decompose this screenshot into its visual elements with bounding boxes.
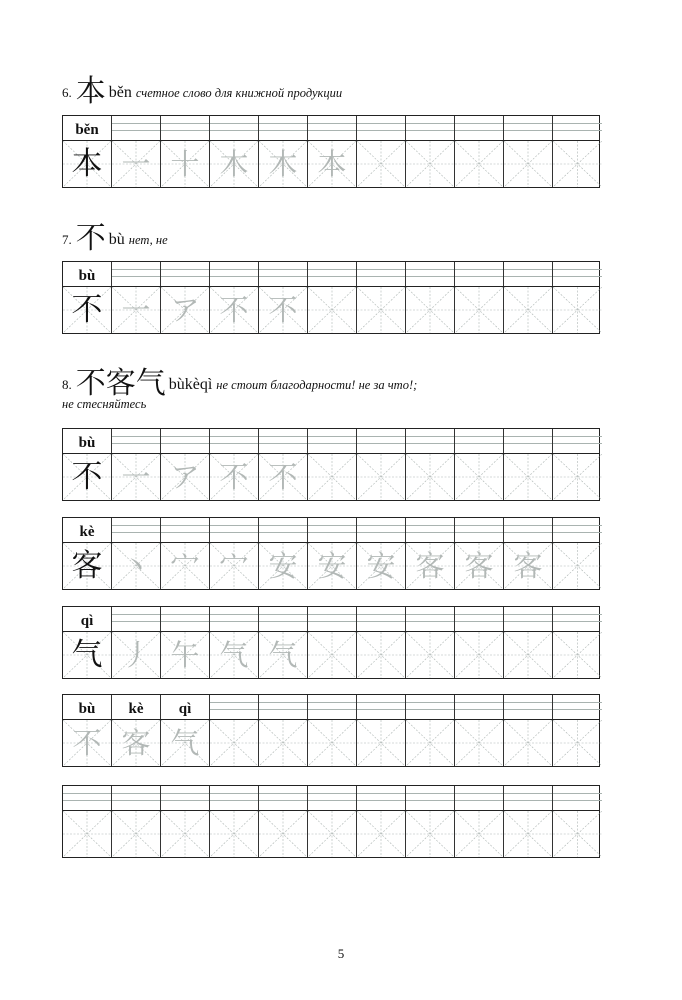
pinyin-label: bù	[63, 269, 111, 284]
writing-cell[interactable]	[455, 632, 504, 678]
trace-character: 十	[170, 146, 200, 181]
pinyin-row	[63, 262, 599, 287]
writing-cell[interactable]	[406, 811, 455, 857]
pinyin-cell[interactable]	[406, 518, 455, 542]
writing-cell[interactable]	[308, 287, 357, 333]
lesson-number: 8.	[62, 377, 72, 392]
writing-cell[interactable]	[259, 720, 308, 766]
writing-cell[interactable]	[553, 720, 602, 766]
writing-cell[interactable]	[63, 141, 112, 187]
guide-lines	[504, 287, 552, 333]
pinyin-cell[interactable]	[504, 695, 553, 719]
pinyin-row	[63, 116, 599, 141]
writing-cell[interactable]	[504, 632, 553, 678]
pinyin-cell[interactable]	[112, 262, 161, 286]
guide-lines	[259, 720, 307, 766]
pinyin-cell[interactable]	[210, 262, 259, 286]
pinyin-label: qì	[161, 702, 209, 717]
writing-cell[interactable]	[357, 454, 406, 500]
character-row	[63, 632, 599, 678]
writing-cell[interactable]	[553, 543, 602, 589]
writing-cell[interactable]	[161, 454, 210, 500]
writing-cell[interactable]	[63, 287, 112, 333]
writing-cell[interactable]	[504, 543, 553, 589]
pinyin-cell[interactable]	[308, 429, 357, 453]
lesson-translation: не стоит благодарности! не за что!;	[216, 378, 418, 392]
guide-lines	[357, 287, 405, 333]
pinyin-cell[interactable]	[553, 429, 602, 453]
pinyin-cell[interactable]	[63, 695, 112, 719]
lesson-7-header	[62, 213, 168, 257]
writing-cell[interactable]	[357, 287, 406, 333]
pinyin-cell[interactable]	[112, 607, 161, 631]
writing-cell[interactable]	[63, 543, 112, 589]
guide-lines	[308, 454, 356, 500]
guide-lines	[455, 454, 503, 500]
writing-cell[interactable]	[406, 141, 455, 187]
pinyin-row	[63, 518, 599, 543]
character-row	[63, 287, 599, 333]
pinyin-row	[63, 786, 599, 811]
writing-cell[interactable]	[504, 454, 553, 500]
model-character: 气	[71, 636, 103, 673]
page-number: 5	[337, 946, 345, 961]
writing-cell[interactable]	[210, 454, 259, 500]
writing-cell[interactable]	[63, 720, 112, 766]
pinyin-cell[interactable]	[504, 429, 553, 453]
writing-cell[interactable]	[161, 287, 210, 333]
writing-cell[interactable]	[308, 720, 357, 766]
trace-character: 不	[72, 725, 102, 760]
practice-grid	[62, 115, 600, 188]
pinyin-cell[interactable]	[504, 116, 553, 140]
guide-lines	[112, 811, 160, 857]
pinyin-cell[interactable]	[455, 262, 504, 286]
practice-grid	[62, 694, 600, 767]
writing-cell[interactable]	[112, 543, 161, 589]
model-character: 本	[71, 145, 103, 182]
lesson-hanzi: 本	[75, 74, 106, 109]
writing-cell[interactable]	[406, 287, 455, 333]
writing-cell[interactable]	[455, 454, 504, 500]
guide-lines	[308, 632, 356, 678]
pinyin-cell[interactable]	[210, 116, 259, 140]
lesson-hanzi: 不	[75, 221, 106, 256]
guide-lines	[161, 811, 209, 857]
pinyin-cell[interactable]	[553, 607, 602, 631]
trace-character: 宀	[170, 548, 200, 583]
trace-character: 安	[268, 548, 298, 583]
pinyin-row	[63, 429, 599, 454]
pinyin-cell[interactable]	[455, 786, 504, 810]
trace-character: 一	[121, 292, 151, 327]
pinyin-cell[interactable]	[553, 518, 602, 542]
guide-lines	[357, 811, 405, 857]
trace-character: 丶	[121, 548, 151, 583]
pinyin-cell[interactable]	[112, 786, 161, 810]
pinyin-cell[interactable]	[210, 695, 259, 719]
pinyin-cell[interactable]	[210, 607, 259, 631]
pinyin-label: běn	[63, 123, 111, 138]
pinyin-cell[interactable]	[553, 786, 602, 810]
pinyin-cell[interactable]	[308, 262, 357, 286]
pinyin-label: kè	[112, 702, 160, 717]
guide-lines	[455, 811, 503, 857]
lesson-translation: счетное слово для книжной продукции	[135, 86, 343, 100]
trace-character: 安	[317, 548, 347, 583]
pinyin-cell[interactable]	[553, 262, 602, 286]
trace-character: 一	[121, 459, 151, 494]
pinyin-cell[interactable]	[259, 607, 308, 631]
writing-cell[interactable]	[406, 543, 455, 589]
guide-lines	[553, 543, 602, 589]
pinyin-cell[interactable]	[210, 429, 259, 453]
pinyin-cell[interactable]	[357, 429, 406, 453]
writing-cell[interactable]	[210, 632, 259, 678]
writing-cell[interactable]	[504, 720, 553, 766]
lesson-pinyin: bùkèqì	[168, 376, 213, 393]
character-row	[63, 141, 599, 187]
pinyin-cell[interactable]	[455, 695, 504, 719]
writing-cell[interactable]	[504, 811, 553, 857]
guide-lines	[357, 454, 405, 500]
pinyin-row	[63, 607, 599, 632]
pinyin-cell[interactable]	[504, 786, 553, 810]
writing-cell[interactable]	[112, 632, 161, 678]
guide-lines	[406, 287, 454, 333]
writing-cell[interactable]	[161, 811, 210, 857]
trace-character: 不	[268, 292, 298, 327]
trace-character: 客	[513, 548, 543, 583]
pinyin-cell[interactable]	[406, 116, 455, 140]
writing-cell[interactable]	[504, 287, 553, 333]
guide-lines	[210, 720, 258, 766]
guide-lines	[210, 811, 258, 857]
pinyin-cell[interactable]	[357, 786, 406, 810]
guide-lines	[504, 454, 552, 500]
writing-cell[interactable]	[112, 454, 161, 500]
pinyin-cell[interactable]	[357, 607, 406, 631]
pinyin-label: bù	[63, 702, 111, 717]
pinyin-cell[interactable]	[63, 786, 112, 810]
writing-cell[interactable]	[357, 720, 406, 766]
lesson-translation-continued: не стесняйтесь	[62, 397, 147, 411]
writing-cell[interactable]	[259, 543, 308, 589]
writing-cell[interactable]	[112, 287, 161, 333]
pinyin-cell[interactable]	[504, 518, 553, 542]
pinyin-cell[interactable]	[357, 116, 406, 140]
pinyin-cell[interactable]	[308, 607, 357, 631]
writing-cell[interactable]	[63, 632, 112, 678]
pinyin-cell[interactable]	[161, 518, 210, 542]
pinyin-cell[interactable]	[63, 518, 112, 542]
pinyin-cell[interactable]	[406, 695, 455, 719]
pinyin-cell[interactable]	[161, 429, 210, 453]
writing-cell[interactable]	[210, 720, 259, 766]
writing-cell[interactable]	[357, 543, 406, 589]
trace-character: 木	[219, 146, 249, 181]
writing-cell[interactable]	[259, 811, 308, 857]
pinyin-label: qì	[63, 614, 111, 629]
model-character: 不	[71, 291, 103, 328]
trace-character: 安	[366, 548, 396, 583]
pinyin-cell[interactable]	[553, 695, 602, 719]
guide-lines	[553, 720, 602, 766]
writing-cell[interactable]	[308, 454, 357, 500]
writing-cell[interactable]	[161, 543, 210, 589]
pinyin-cell[interactable]	[259, 116, 308, 140]
pinyin-label: bù	[63, 436, 111, 451]
writing-cell[interactable]	[112, 720, 161, 766]
trace-character: 气	[170, 725, 200, 760]
pinyin-cell[interactable]	[63, 116, 112, 140]
lesson-pinyin: bù	[108, 231, 125, 248]
pinyin-cell[interactable]	[259, 695, 308, 719]
pinyin-cell[interactable]	[112, 695, 161, 719]
guide-lines	[406, 141, 454, 187]
writing-cell[interactable]	[553, 141, 602, 187]
writing-cell[interactable]	[553, 454, 602, 500]
trace-character: 不	[268, 459, 298, 494]
guide-lines	[308, 811, 356, 857]
pinyin-cell[interactable]	[63, 429, 112, 453]
pinyin-cell[interactable]	[161, 695, 210, 719]
pinyin-cell[interactable]	[455, 116, 504, 140]
guide-lines	[504, 632, 552, 678]
pinyin-cell[interactable]	[161, 786, 210, 810]
lesson-8-header	[62, 358, 417, 402]
writing-cell[interactable]	[357, 811, 406, 857]
writing-cell[interactable]	[455, 811, 504, 857]
guide-lines	[455, 141, 503, 187]
trace-character: ア	[170, 292, 200, 327]
writing-cell[interactable]	[259, 454, 308, 500]
practice-grid	[62, 606, 600, 679]
guide-lines	[406, 720, 454, 766]
writing-cell[interactable]	[406, 720, 455, 766]
writing-cell[interactable]	[161, 141, 210, 187]
guide-lines	[553, 811, 602, 857]
pinyin-cell[interactable]	[406, 429, 455, 453]
trace-character: 一	[121, 146, 151, 181]
pinyin-cell[interactable]	[210, 518, 259, 542]
trace-character: 不	[219, 459, 249, 494]
character-row	[63, 720, 599, 766]
character-row	[63, 543, 599, 589]
practice-grid	[62, 261, 600, 334]
writing-cell[interactable]	[455, 287, 504, 333]
guide-lines	[553, 287, 602, 333]
trace-character: 本	[317, 146, 347, 181]
pinyin-cell[interactable]	[455, 607, 504, 631]
trace-character: 客	[415, 548, 445, 583]
pinyin-cell[interactable]	[161, 262, 210, 286]
writing-cell[interactable]	[308, 141, 357, 187]
guide-lines	[259, 811, 307, 857]
pinyin-label: kè	[63, 525, 111, 540]
writing-cell[interactable]	[259, 287, 308, 333]
guide-lines	[357, 632, 405, 678]
pinyin-cell[interactable]	[308, 116, 357, 140]
pinyin-cell[interactable]	[308, 695, 357, 719]
model-character: 客	[71, 547, 103, 584]
pinyin-cell[interactable]	[406, 607, 455, 631]
trace-character: 不	[219, 292, 249, 327]
guide-lines	[308, 287, 356, 333]
guide-lines	[406, 811, 454, 857]
guide-lines	[504, 720, 552, 766]
trace-character: 丿	[121, 637, 151, 672]
writing-cell[interactable]	[455, 141, 504, 187]
guide-lines	[504, 811, 552, 857]
writing-cell[interactable]	[63, 811, 112, 857]
writing-cell[interactable]	[406, 454, 455, 500]
guide-lines	[553, 141, 602, 187]
lesson-number: 6.	[62, 85, 72, 100]
lesson-number: 7.	[62, 232, 72, 247]
writing-cell[interactable]	[259, 632, 308, 678]
pinyin-cell[interactable]	[259, 262, 308, 286]
writing-cell[interactable]	[210, 543, 259, 589]
trace-character: 午	[170, 637, 200, 672]
guide-lines	[455, 720, 503, 766]
writing-cell[interactable]	[210, 287, 259, 333]
lesson-6-header	[62, 66, 342, 110]
writing-cell[interactable]	[553, 811, 602, 857]
lesson-translation: нет, не	[128, 233, 168, 247]
pinyin-cell[interactable]	[455, 518, 504, 542]
pinyin-cell[interactable]	[259, 429, 308, 453]
pinyin-cell[interactable]	[259, 518, 308, 542]
trace-character: 客	[464, 548, 494, 583]
writing-cell[interactable]	[210, 141, 259, 187]
guide-lines	[357, 141, 405, 187]
pinyin-cell[interactable]	[112, 429, 161, 453]
trace-character: ア	[170, 459, 200, 494]
trace-character: 气	[268, 637, 298, 672]
pinyin-cell[interactable]	[406, 786, 455, 810]
guide-lines	[504, 141, 552, 187]
pinyin-cell[interactable]	[357, 695, 406, 719]
lesson-pinyin: běn	[108, 84, 132, 101]
writing-cell[interactable]	[455, 543, 504, 589]
writing-cell[interactable]	[112, 811, 161, 857]
practice-grid	[62, 517, 600, 590]
pinyin-cell[interactable]	[63, 262, 112, 286]
pinyin-cell[interactable]	[112, 518, 161, 542]
guide-lines	[455, 632, 503, 678]
writing-cell[interactable]	[357, 141, 406, 187]
pinyin-row	[63, 695, 599, 720]
guide-lines	[553, 632, 602, 678]
writing-cell[interactable]	[553, 632, 602, 678]
pinyin-cell[interactable]	[553, 116, 602, 140]
practice-grid	[62, 785, 600, 858]
writing-cell[interactable]	[357, 632, 406, 678]
guide-lines	[455, 287, 503, 333]
writing-cell[interactable]	[553, 287, 602, 333]
trace-character: 宀	[219, 548, 249, 583]
guide-lines	[63, 811, 111, 857]
guide-lines	[406, 632, 454, 678]
guide-lines	[553, 454, 602, 500]
writing-cell[interactable]	[161, 632, 210, 678]
pinyin-cell[interactable]	[259, 786, 308, 810]
writing-cell[interactable]	[259, 141, 308, 187]
writing-cell[interactable]	[308, 632, 357, 678]
trace-character: 客	[121, 725, 151, 760]
character-row	[63, 454, 599, 500]
writing-cell[interactable]	[112, 141, 161, 187]
lesson-hanzi: 不客气	[75, 366, 166, 401]
writing-cell[interactable]	[63, 454, 112, 500]
pinyin-cell[interactable]	[504, 607, 553, 631]
pinyin-cell[interactable]	[406, 262, 455, 286]
guide-lines	[308, 720, 356, 766]
guide-lines	[357, 720, 405, 766]
practice-grid	[62, 428, 600, 501]
trace-character: 气	[219, 637, 249, 672]
character-row	[63, 811, 599, 857]
pinyin-cell[interactable]	[308, 786, 357, 810]
guide-lines	[406, 454, 454, 500]
pinyin-cell[interactable]	[455, 429, 504, 453]
writing-cell[interactable]	[455, 720, 504, 766]
pinyin-cell[interactable]	[161, 607, 210, 631]
writing-cell[interactable]	[308, 811, 357, 857]
pinyin-cell[interactable]	[504, 262, 553, 286]
writing-cell[interactable]	[210, 811, 259, 857]
model-character: 不	[71, 458, 103, 495]
pinyin-cell[interactable]	[357, 262, 406, 286]
pinyin-cell[interactable]	[161, 116, 210, 140]
pinyin-cell[interactable]	[63, 607, 112, 631]
trace-character: 木	[268, 146, 298, 181]
writing-cell[interactable]	[161, 720, 210, 766]
writing-cell[interactable]	[308, 543, 357, 589]
pinyin-cell[interactable]	[210, 786, 259, 810]
writing-cell[interactable]	[504, 141, 553, 187]
pinyin-cell[interactable]	[357, 518, 406, 542]
pinyin-cell[interactable]	[308, 518, 357, 542]
writing-cell[interactable]	[406, 632, 455, 678]
pinyin-cell[interactable]	[112, 116, 161, 140]
